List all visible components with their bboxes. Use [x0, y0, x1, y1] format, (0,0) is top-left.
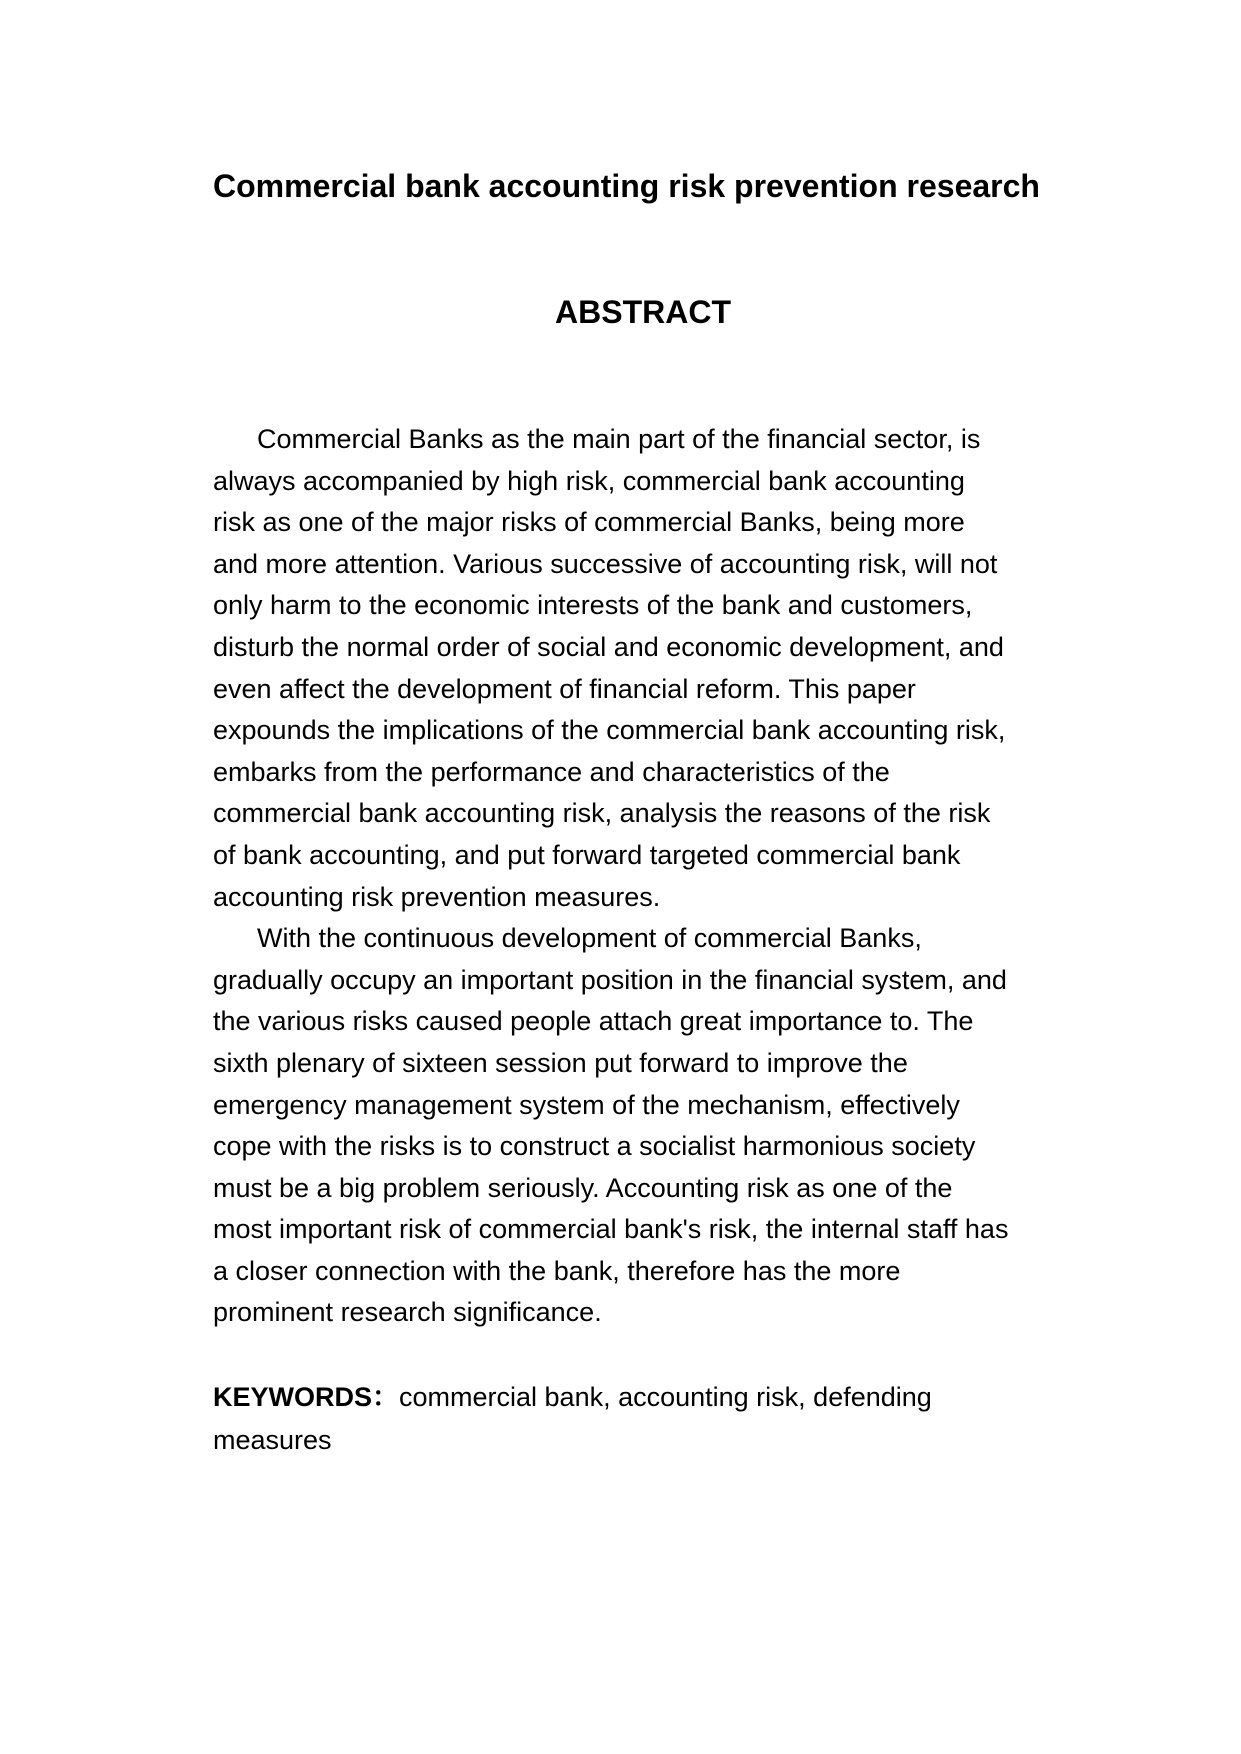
- text-line: sixth plenary of sixteen session put forward to improve the: [213, 1047, 908, 1078]
- text-line: disturb the normal order of social and economic development, and: [213, 631, 1004, 662]
- text-line: even affect the development of financial reform. This paper: [213, 673, 916, 704]
- text-line: commercial bank accounting risk, analysis the reasons of the risk: [213, 798, 991, 829]
- abstract-heading: ABSTRACT: [555, 294, 731, 330]
- abstract-paragraph-2: [213, 918, 1083, 1334]
- text-line: always accompanied by high risk, commercial bank accounting: [213, 465, 965, 496]
- abstract-paragraph-1: [213, 419, 1083, 918]
- text-line: risk as one of the major risks of commercial Banks, being more: [213, 507, 965, 538]
- text-line: only harm to the economic interests of the bank and customers,: [213, 590, 973, 621]
- text-line: gradually occupy an important position in the financial system, and: [213, 964, 1007, 995]
- text-line: a closer connection with the bank, therefore has the more: [213, 1255, 901, 1286]
- keywords-label: KEYWORDS：: [213, 1382, 400, 1412]
- text-line: the various risks caused people attach great importance to. The: [213, 1006, 974, 1037]
- text-line: prominent research significance.: [213, 1297, 602, 1328]
- keywords-text-continued: measures: [213, 1425, 332, 1455]
- document-title: Commercial bank accounting risk prevention research: [213, 168, 1040, 204]
- text-line: of bank accounting, and put forward targeted commercial bank: [213, 839, 961, 870]
- text-line: emergency management system of the mechanism, effectively: [213, 1089, 960, 1120]
- keywords-section: [213, 1376, 1083, 1462]
- text-line: embarks from the performance and characteristics of the: [213, 756, 890, 787]
- text-line: cope with the risks is to construct a socialist harmonious society: [213, 1131, 976, 1162]
- text-line: expounds the implications of the commercial bank accounting risk,: [213, 715, 1006, 746]
- abstract-body: [213, 419, 1083, 1334]
- text-line: With the continuous development of commercial Banks,: [257, 923, 922, 954]
- text-line: and more attention. Various successive of accounting risk, will not: [213, 548, 998, 579]
- text-line: accounting risk prevention measures.: [213, 881, 661, 912]
- text-line: must be a big problem seriously. Accounting risk as one of the: [213, 1172, 953, 1203]
- keywords-line: [213, 1376, 1083, 1419]
- keywords-text: commercial bank, accounting risk, defending: [399, 1382, 932, 1412]
- text-line: Commercial Banks as the main part of the financial sector, is: [257, 424, 981, 454]
- text-line: most important risk of commercial bank's risk, the internal staff has: [213, 1214, 1009, 1245]
